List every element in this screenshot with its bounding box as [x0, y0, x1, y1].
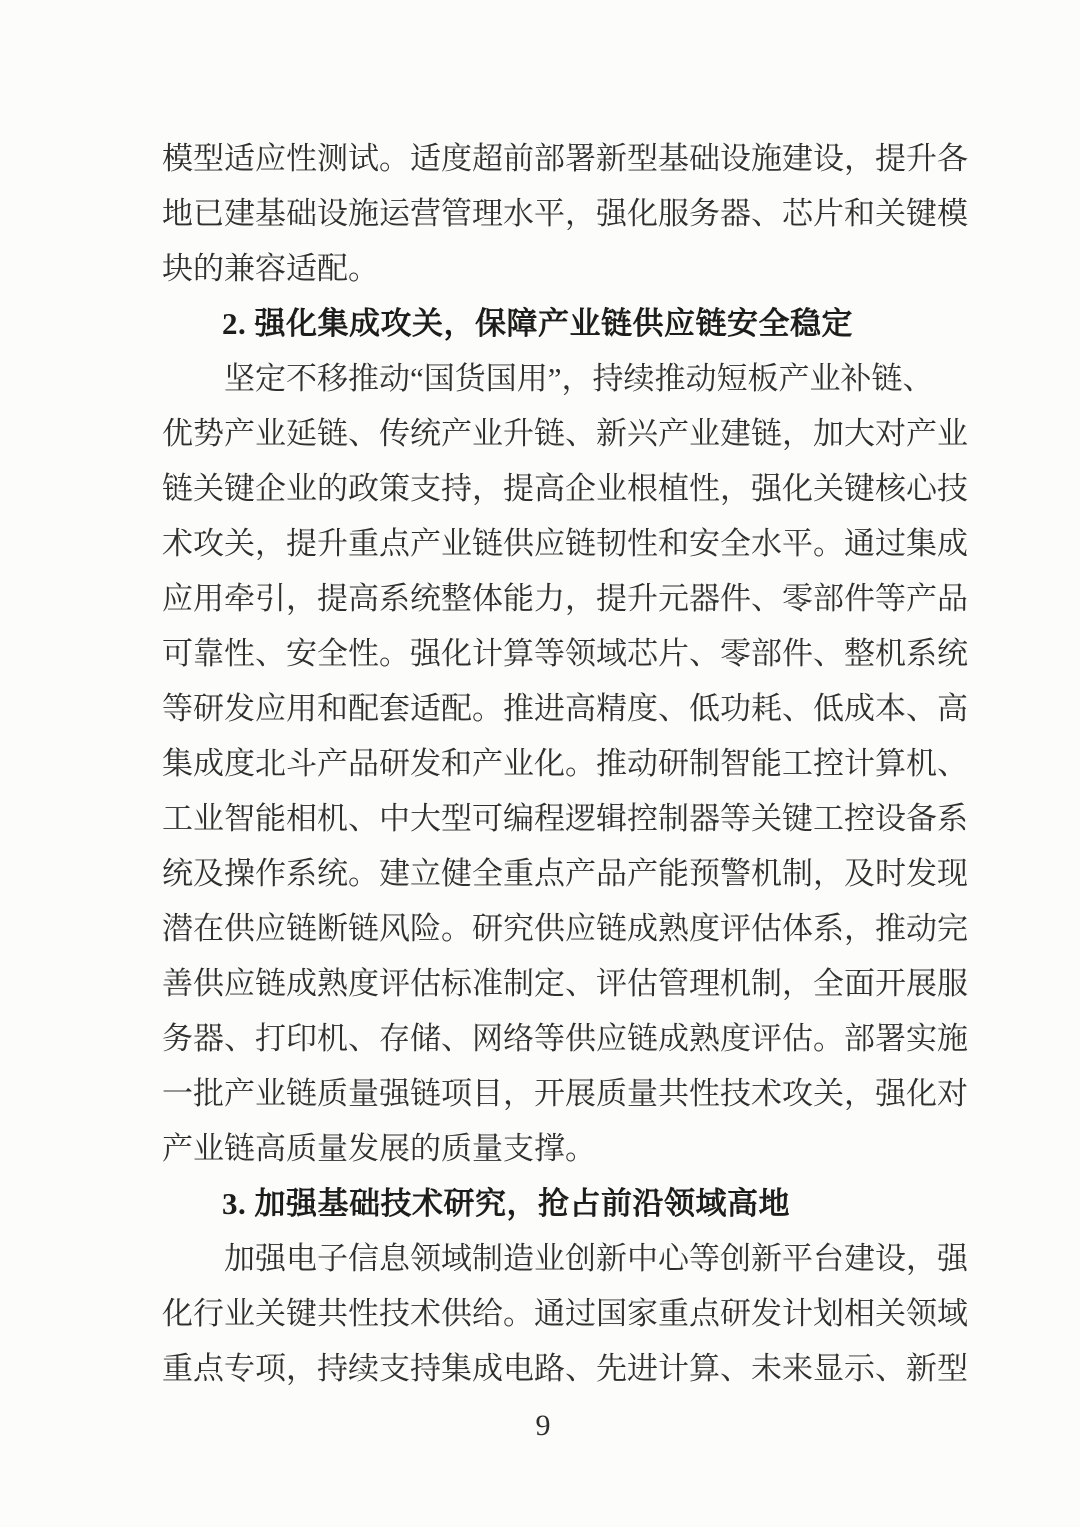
text-line: 可靠性、安全性。强化计算等领域芯片、零部件、整机系统: [162, 636, 968, 671]
text-line: 重点专项，持续支持集成电路、先进计算、未来显示、新型: [162, 1351, 968, 1386]
text-line: 加强电子信息领域制造业创新中心等创新平台建设，强: [224, 1241, 968, 1276]
text-line: 务器、打印机、存储、网络等供应链成熟度评估。部署实施: [162, 1021, 968, 1056]
text-line: 产业链高质量发展的质量支撑。: [162, 1131, 596, 1166]
page-footer: [162, 1398, 924, 1453]
text-line: 潜在供应链断链风险。研究供应链成熟度评估体系，推动完: [162, 911, 968, 946]
text-line: 链关键企业的政策支持，提高企业根植性，强化关键核心技: [162, 471, 968, 506]
text-line: 工业智能相机、中大型可编程逻辑控制器等关键工控设备系: [162, 801, 968, 836]
text-line: 集成度北斗产品研发和产业化。推动研制智能工控计算机、: [162, 746, 968, 781]
text-line: 化行业关键共性技术供给。通过国家重点研发计划相关领域: [162, 1296, 968, 1331]
text-line: 块的兼容适配。: [162, 251, 379, 286]
page-number: 9: [535, 1409, 551, 1442]
text-line: 一批产业链质量强链项目，开展质量共性技术攻关，强化对: [162, 1076, 968, 1111]
section-heading: 3. 加强基础技术研究，抢占前沿领域高地: [222, 1186, 790, 1221]
text-line: 术攻关，提升重点产业链供应链韧性和安全水平。通过集成: [162, 526, 968, 561]
text-line: 等研发应用和配套适配。推进高精度、低功耗、低成本、高: [162, 691, 968, 726]
text-line: 统及操作系统。建立健全重点产品产能预警机制，及时发现: [162, 856, 968, 891]
text-line: 优势产业延链、传统产业升链、新兴产业建链，加大对产业: [162, 416, 968, 451]
text-line: 坚定不移推动“国货国用”，持续推动短板产业补链、: [224, 361, 934, 396]
section-heading: 2. 强化集成攻关，保障产业链供应链安全稳定: [222, 306, 853, 341]
document-content: [162, 131, 968, 1396]
text-line: 善供应链成熟度评估标准制定、评估管理机制，全面开展服: [162, 966, 968, 1001]
text-line: 模型适应性测试。适度超前部署新型基础设施建设，提升各: [162, 141, 968, 176]
text-line: 应用牵引，提高系统整体能力，提升元器件、零部件等产品: [162, 581, 968, 616]
text-line: 地已建基础设施运营管理水平，强化服务器、芯片和关键模: [162, 196, 968, 231]
